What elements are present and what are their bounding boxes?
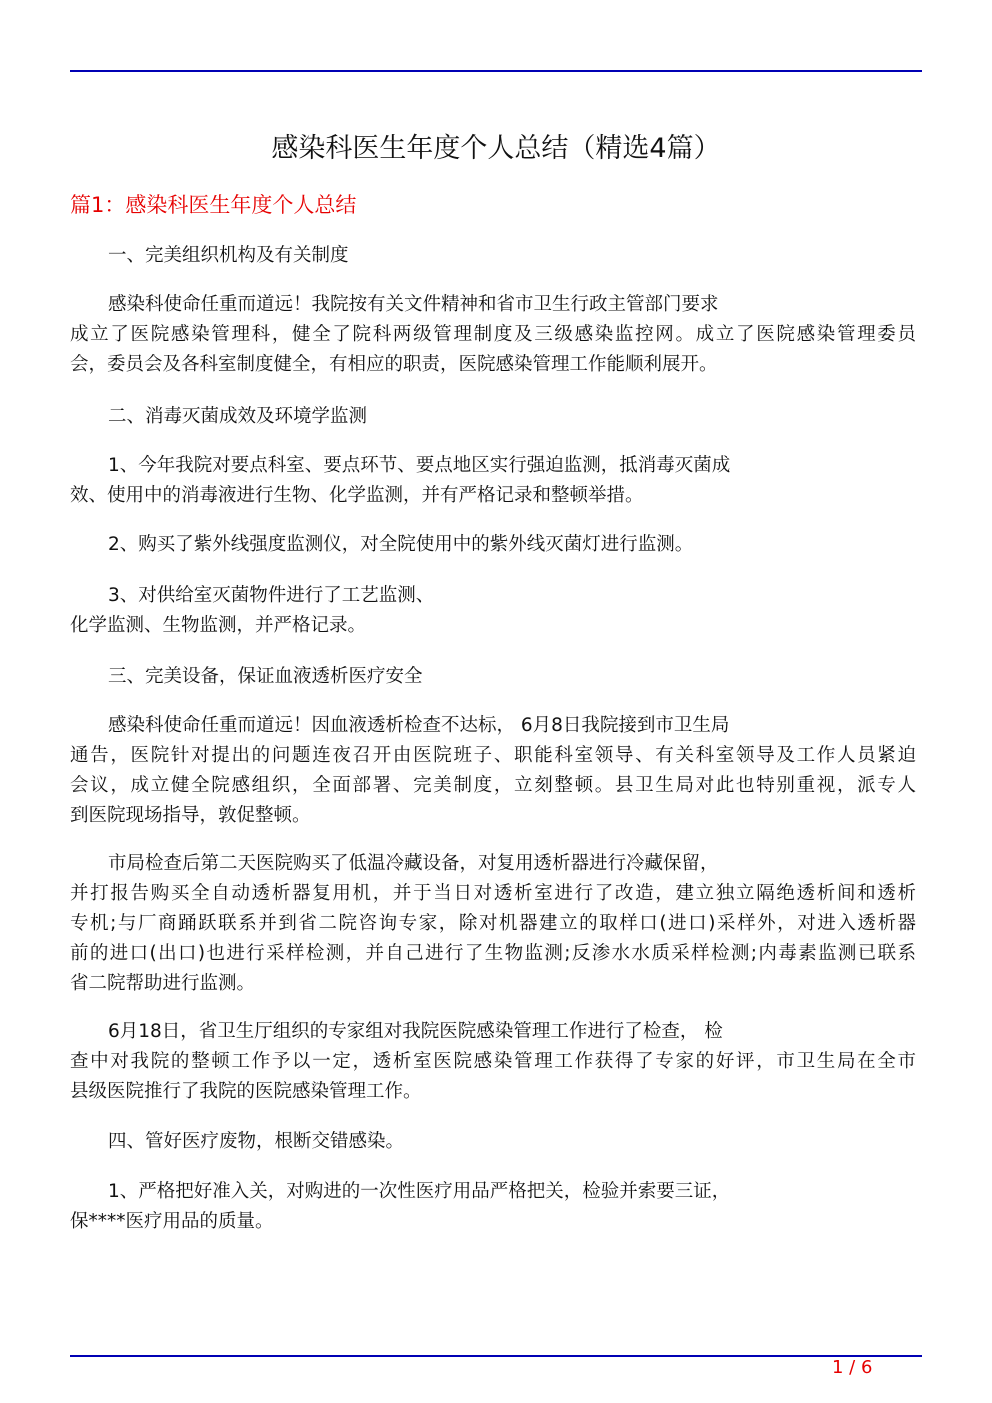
text-line: 感染科使命任重而道远！我院按有关文件精神和省市卫生行政主管部门要求: [108, 294, 719, 315]
paragraph: [70, 241, 916, 271]
paragraph: [70, 290, 916, 380]
paragraph: [70, 1127, 916, 1157]
text-line: 到医院现场指导，敦促整顿。: [70, 805, 311, 826]
text-line: 1、今年我院对要点科室、要点环节、要点地区实行强迫监测，抵消毒灭菌成: [108, 455, 731, 476]
paragraph: [70, 662, 916, 692]
text-line: 2、购买了紫外线强度监测仪，对全院使用中的紫外线灭菌灯进行监测。: [108, 534, 694, 555]
text-line: 通告，医院针对提出的问题连夜召开由医院班子、职能科室领导、有关科室领导及工作人员紧迫: [70, 745, 916, 766]
text-line: 专机;与厂商踊跃联系并到省二院咨询专家，除对机器建立的取样口(进口)采样外，对进入透析器: [70, 913, 916, 934]
text-line: 四、管好医疗废物，根断交错感染。: [108, 1131, 405, 1152]
paragraph: [70, 581, 916, 641]
footer-rule: [70, 1355, 922, 1357]
text-line: 并打报告购买全自动透析器复用机，并于当日对透析室进行了改造，建立独立隔绝透析间和透析: [70, 883, 916, 904]
text-line: 保****医疗用品的质量。: [70, 1211, 274, 1232]
text-line: 会，委员会及各科室制度健全，有相应的职责，医院感染管理工作能顺利展开。: [70, 354, 718, 375]
paragraph: [70, 711, 916, 831]
text-line: 会议，成立健全院感组织，全面部署、完美制度，立刻整顿。县卫生局对此也特别重视，派专人: [70, 775, 916, 796]
text-line: 查中对我院的整顿工作予以一定，透析室医院感染管理工作获得了专家的好评，市卫生局在全市: [70, 1051, 916, 1072]
text-line: 效、使用中的消毒液进行生物、化学监测，并有严格记录和整顿举措。: [70, 485, 644, 506]
text-line: 市局检查后第二天医院购买了低温冷藏设备，对复用透析器进行冷藏保留，: [108, 853, 719, 874]
page-number: 1 / 6: [832, 1357, 873, 1378]
text-line: 1、严格把好准入关，对购进的一次性医疗用品严格把关，检验并索要三证，: [108, 1181, 731, 1202]
document-title: 感染科医生年度个人总结（精选4篇）: [271, 133, 721, 164]
text-line: 一、完美组织机构及有关制度: [108, 245, 349, 266]
text-line: 成立了医院感染管理科，健全了院科两级管理制度及三级感染监控网。成立了医院感染管理委员: [70, 324, 916, 345]
text-line: 3、对供给室灭菌物件进行了工艺监测、: [108, 585, 435, 606]
text-line: 二、消毒灭菌成效及环境学监测: [108, 406, 368, 427]
text-line: 前的进口(出口)也进行采样检测，并自己进行了生物监测;反渗水水质采样检测;内毒素监测已联系: [70, 943, 916, 964]
text-line: 省二院帮助进行监测。: [70, 973, 256, 994]
paragraph: [70, 1177, 916, 1237]
section-heading: 篇1：感染科医生年度个人总结: [70, 193, 357, 217]
text-line: 县级医院推行了我院的医院感染管理工作。: [70, 1081, 422, 1102]
text-line: 感染科使命任重而道远！因血液透析检查不达标， 6月8日我院接到市卫生局: [108, 715, 730, 736]
paragraph: [70, 402, 916, 432]
text-line: 6月18日，省卫生厅组织的专家组对我院医院感染管理工作进行了检查， 检: [108, 1021, 723, 1042]
text-line: 化学监测、生物监测，并严格记录。: [70, 615, 367, 636]
paragraph: [70, 530, 916, 560]
header-rule: [70, 70, 922, 72]
paragraph: [70, 451, 916, 511]
paragraph: [70, 849, 916, 999]
paragraph: [70, 1017, 916, 1107]
text-line: 三、完美设备，保证血液透析医疗安全: [108, 666, 423, 687]
